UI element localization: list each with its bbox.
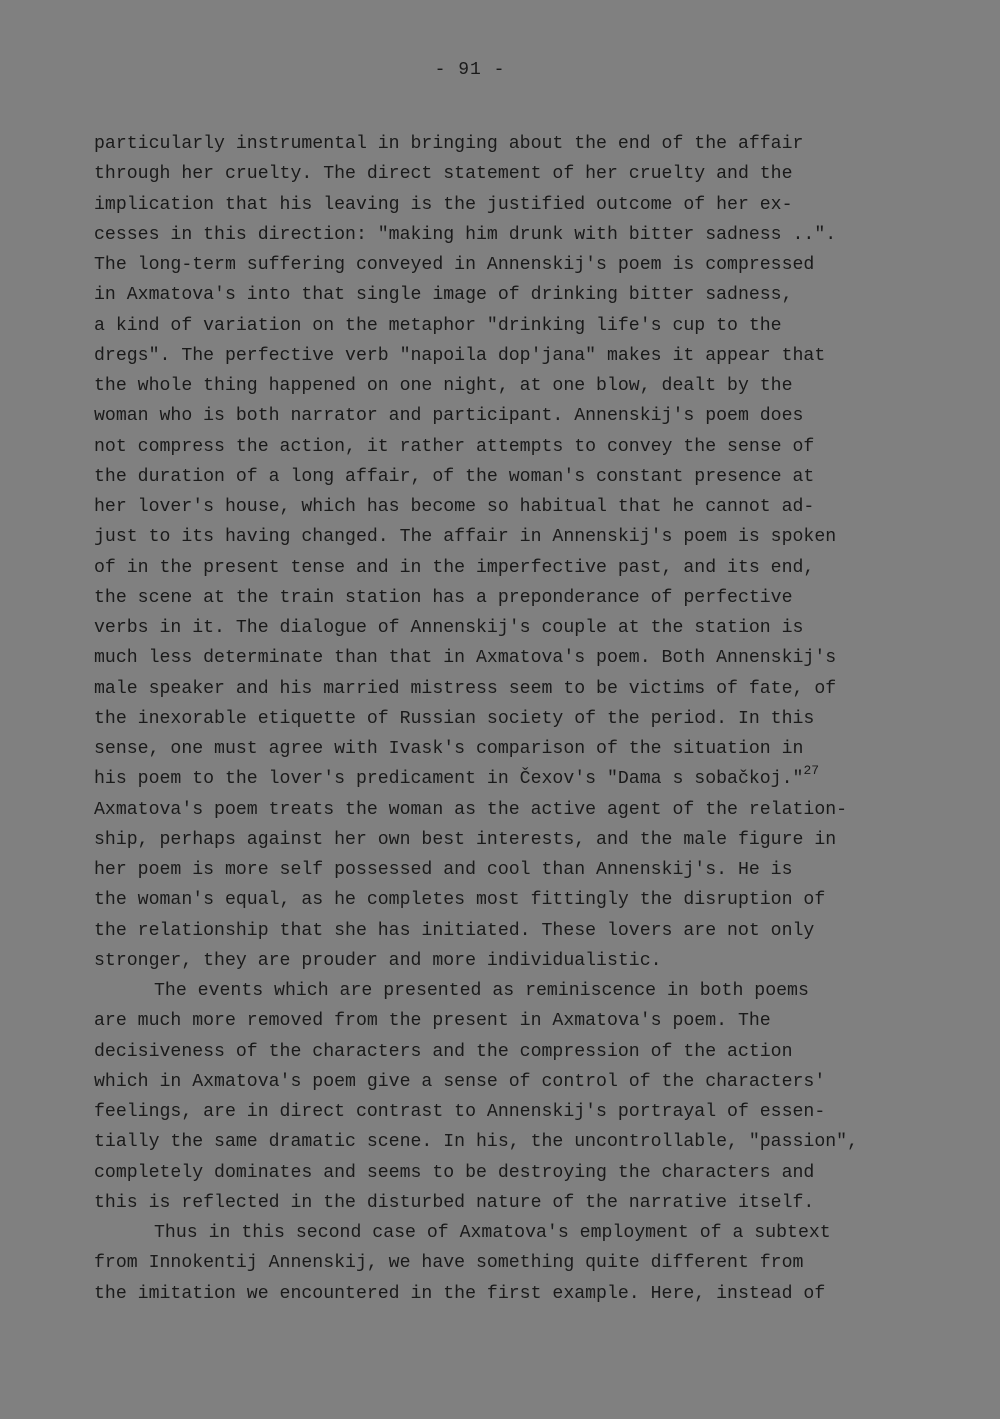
text-line-content: tially the same dramatic scene. In his, the uncontrollable, "passion", <box>94 1132 858 1153</box>
text-line <box>94 704 934 734</box>
text-line-content: the relationship that she has initiated. These lovers are not only <box>94 920 815 941</box>
text-line-content: verbs in it. The dialogue of Annenskij's couple at the station is <box>94 618 804 638</box>
text-line-content: the scene at the train station has a preponderance of perfective <box>94 587 793 608</box>
text-line-content: implication that his leaving is the justified outcome of her ex- <box>94 194 793 215</box>
text-line <box>94 1158 934 1188</box>
text-line <box>94 220 934 250</box>
text-line <box>94 401 934 431</box>
text-line <box>94 674 934 704</box>
text-line <box>94 190 934 220</box>
text-line <box>94 825 934 855</box>
text-line-content: the imitation we encountered in the first example. Here, instead of <box>94 1283 826 1304</box>
text-line <box>94 250 934 280</box>
text-line-content: in Axmatova's into that single image of drinking bitter sadness, <box>94 285 793 306</box>
text-line <box>94 1127 934 1157</box>
text-line <box>94 129 934 159</box>
text-line-content: ship, perhaps against her own best interests, and the male figure in <box>94 829 837 850</box>
text-line-content: sense, one must agree with Ivask's comparison of the situation in <box>94 739 804 759</box>
text-line-content: dregs". The perfective verb "napoila dop'jana" makes it appear that <box>94 345 826 366</box>
text-line-content: much less determinate than that in Axmatova's poem. Both Annenskij's <box>94 648 837 669</box>
text-line-content: this is reflected in the disturbed nature of the narrative itself. <box>94 1192 815 1213</box>
text-line-content: not compress the action, it rather attempts to convey the sense of <box>94 436 815 457</box>
text-line-content: her poem is more self possessed and cool than Annenskij's. He is <box>94 860 793 880</box>
text-line <box>94 280 934 310</box>
text-line-content: are much more removed from the present in Axmatova's poem. The <box>94 1011 771 1032</box>
text-line-content: woman who is both narrator and participant. Annenskij's poem does <box>94 406 804 427</box>
text-line <box>94 553 934 583</box>
text-line-content: the woman's equal, as he completes most fittingly the disruption of <box>94 890 826 911</box>
text-line <box>94 1097 934 1127</box>
text-line-content: his poem to the lover's predicament in Čexov's "Dama s sobačkoj." <box>94 769 804 790</box>
body-text <box>94 129 934 1309</box>
text-line <box>94 1188 934 1218</box>
text-line-content: the duration of a long affair, of the woman's constant presence at <box>94 466 815 487</box>
text-line <box>94 341 934 371</box>
text-line-content: cesses in this direction: "making him drunk with bitter sadness ..". <box>94 224 837 245</box>
text-line <box>94 583 934 613</box>
text-line <box>94 1006 934 1036</box>
text-line-content: particularly instrumental in bringing about the end of the affair <box>94 134 804 154</box>
text-line <box>94 855 934 885</box>
text-line-content: stronger, they are prouder and more individualistic. <box>94 950 662 971</box>
footnote-marker: 27 <box>803 763 820 779</box>
text-line <box>94 764 934 794</box>
text-line-content: which in Axmatova's poem give a sense of control of the characters' <box>94 1071 826 1092</box>
text-line-content: Thus in this second case of Axmatova's employment of a subtext <box>154 1223 831 1243</box>
text-line-content: The events which are presented as reminiscence in both poems <box>154 981 809 1001</box>
text-line <box>94 432 934 462</box>
text-line <box>94 885 934 915</box>
text-line <box>94 795 934 825</box>
page-number: - 91 - <box>434 60 506 80</box>
text-line <box>94 643 934 673</box>
text-line <box>94 1248 934 1278</box>
text-line-content: The long-term suffering conveyed in Annenskij's poem is compressed <box>94 255 815 275</box>
text-line-content: the whole thing happened on one night, at one blow, dealt by the <box>94 376 793 396</box>
text-line-content: male speaker and his married mistress seem to be victims of fate, of <box>94 678 837 699</box>
text-line <box>94 522 934 552</box>
text-line <box>94 371 934 401</box>
text-line <box>94 613 934 643</box>
text-line <box>94 462 934 492</box>
text-line-content: through her cruelty. The direct statement of her cruelty and the <box>94 164 793 185</box>
text-line <box>94 734 934 764</box>
text-line-content: her lover's house, which has become so habitual that he cannot ad- <box>94 497 815 517</box>
text-line-content: decisiveness of the characters and the compression of the action <box>94 1041 793 1062</box>
text-line <box>94 492 934 522</box>
text-line <box>94 976 934 1006</box>
text-line-content: Axmatova's poem treats the woman as the active agent of the relation- <box>94 799 848 820</box>
text-line-content: the inexorable etiquette of Russian society of the period. In this <box>94 708 815 729</box>
text-line-content: from Innokentij Annenskij, we have something quite different from <box>94 1253 804 1274</box>
text-line <box>94 916 934 946</box>
text-line-content: a kind of variation on the metaphor "drinking life's cup to the <box>94 315 782 336</box>
text-line-content: completely dominates and seems to be destroying the characters and <box>94 1162 815 1183</box>
text-line <box>94 946 934 976</box>
text-line <box>94 159 934 189</box>
text-line <box>94 1218 934 1248</box>
text-line <box>94 1279 934 1309</box>
text-line <box>94 1067 934 1097</box>
text-line <box>94 311 934 341</box>
text-line <box>94 1037 934 1067</box>
text-line-content: just to its having changed. The affair in Annenskij's poem is spoken <box>94 527 837 548</box>
text-line-content: of in the present tense and in the imperfective past, and its end, <box>94 557 815 578</box>
text-line-content: feelings, are in direct contrast to Annenskij's portrayal of essen- <box>94 1102 826 1122</box>
